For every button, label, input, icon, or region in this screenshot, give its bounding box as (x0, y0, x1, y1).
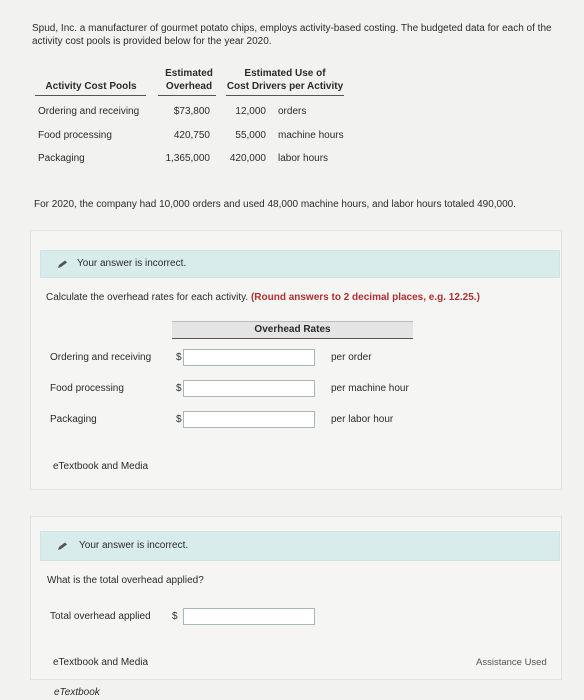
table-row (38, 130, 348, 144)
pencil-icon (57, 541, 68, 552)
row-unit: labor hours (278, 153, 329, 164)
pencil-icon (57, 259, 68, 270)
part2-question: What is the total overhead applied? (47, 575, 204, 586)
row-pool: Food processing (38, 130, 112, 141)
rate-row-label: Packaging (50, 414, 97, 425)
part1-etextbook-link[interactable]: eTextbook and Media (53, 461, 149, 472)
part1-feedback-banner (40, 250, 560, 278)
ordering-rate-input[interactable] (183, 349, 315, 366)
col-header-overhead-line2: Overhead (165, 81, 213, 92)
data-table (32, 64, 352, 176)
rate-row-ordering (50, 348, 430, 370)
rate-row-label: Ordering and receiving (50, 352, 152, 363)
rate-unit-per-labor-hour: per labor hour (331, 414, 394, 425)
overhead-rates-header: Overhead Rates (172, 321, 413, 339)
part2-feedback-banner (40, 531, 560, 561)
col-header-drivers (224, 67, 346, 93)
food-processing-rate-input[interactable] (183, 380, 315, 397)
currency-symbol: $ (176, 352, 182, 363)
total-overhead-row (50, 607, 330, 629)
row-pool: Packaging (38, 153, 85, 164)
row-overhead: 420,750 (173, 130, 210, 141)
total-overhead-input[interactable] (183, 608, 315, 625)
col-header-drivers-line2: Cost Drivers per Activity (226, 81, 344, 92)
part2-etextbook-link[interactable]: eTextbook and Media (53, 657, 149, 668)
rate-unit-per-machine-hour: per machine hour (331, 383, 409, 394)
rate-row-label: Food processing (50, 383, 124, 394)
col-header-drivers-line1: Estimated Use of (244, 68, 326, 79)
table-row (38, 153, 348, 167)
rate-row-food-processing (50, 379, 430, 401)
rate-row-packaging (50, 410, 430, 432)
row-qty: 12,000 (235, 106, 266, 117)
rate-unit-per-order: per order (331, 352, 372, 363)
row-overhead: $73,800 (173, 106, 210, 117)
problem-intro: Spud, Inc. a manufacturer of gourmet potato chips, employs activity-based costing. The budgeted data for each of the activity cost pools is provided below for the year 2020. (32, 23, 552, 47)
header-underline-drivers (226, 95, 344, 96)
row-unit: machine hours (278, 130, 344, 141)
part2-feedback-text: Your answer is incorrect. (79, 540, 189, 551)
currency-symbol: $ (172, 611, 178, 622)
assistance-used-label: Assistance Used (476, 657, 547, 668)
instruction-text: Calculate the overhead rates for each activity. (46, 292, 249, 303)
currency-symbol: $ (176, 414, 182, 425)
col-header-pools: Activity Cost Pools (45, 81, 137, 92)
row-qty: 55,000 (235, 130, 266, 141)
header-underline-overhead (158, 95, 216, 96)
actuals-text: For 2020, the company had 10,000 orders and used 48,000 machine hours, and labor hours totaled 490,000. (34, 199, 517, 210)
col-header-overhead (158, 67, 220, 93)
instruction-rounding-note: (Round answers to 2 decimal places, e.g. 12.25.) (250, 292, 480, 303)
row-pool: Ordering and receiving (38, 106, 140, 117)
footer-etextbook-link[interactable]: eTextbook (54, 687, 100, 698)
row-overhead: 1,365,000 (165, 153, 210, 164)
header-underline-pools (35, 95, 146, 96)
row-qty: 420,000 (229, 153, 266, 164)
table-row (38, 106, 348, 120)
packaging-rate-input[interactable] (183, 411, 315, 428)
part1-feedback-text: Your answer is incorrect. (77, 258, 187, 269)
currency-symbol: $ (176, 383, 182, 394)
col-header-overhead-line1: Estimated (165, 68, 213, 79)
part1-instruction (46, 292, 556, 303)
total-overhead-label: Total overhead applied (50, 611, 151, 622)
row-unit: orders (278, 106, 307, 117)
